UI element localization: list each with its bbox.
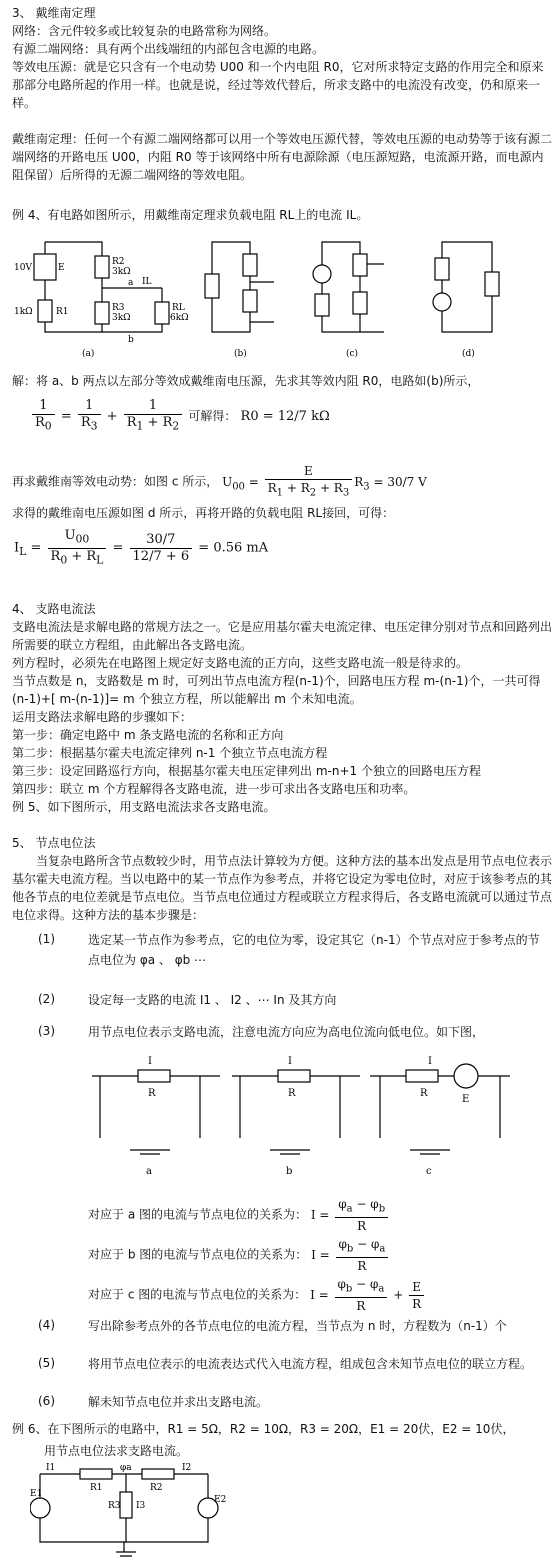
fig-a-r2: R2 <box>112 257 125 267</box>
example-6-circuit <box>30 1462 230 1558</box>
svg-text:φa: φa <box>120 1463 132 1473</box>
branch-step-4: 第四步：联立 m 个方程解得各支路电流，进一步可求出各支路电压和功率。 <box>12 782 416 796</box>
fig-a-r1: R1 <box>56 307 69 317</box>
svg-text:I3: I3 <box>136 1501 146 1511</box>
equation-r0: $\frac{1}{R_0}$ = $\frac{1}{R_3}$ + $\frac{1}{R_1 + R_2}$ 可解得： R0 = 12/7 kΩ <box>30 398 330 435</box>
step-no-4: (4) <box>38 1318 55 1332</box>
fig-label-d: (d) <box>462 349 475 359</box>
section-heading-node: 5、 节点电位法 <box>12 836 96 850</box>
step-no-1: (1) <box>38 932 55 946</box>
step-text-5: 将用节点电位表示的电流表达式代入电流方程，组成包含未知节点电位的联立方程。 <box>88 1357 533 1371</box>
node-potential-figures <box>90 1050 530 1178</box>
branch-step-2: 第二步：根据基尔霍夫电流定律列 n-1 个独立节点电流方程 <box>12 746 328 760</box>
fig-a-il: IL <box>142 277 152 287</box>
fig-a-r2-val: 3kΩ <box>112 267 131 277</box>
example-5: 例 5、如下图所示，用支路电流法求各支路电流。 <box>12 800 276 814</box>
svg-text:R: R <box>148 1088 156 1099</box>
equation-il: $I_L$ = $\frac{U_{00}}{R_0 + R_L}$ = $\frac{30/7}{12/7 + 6}$ = 0.56 mA <box>14 528 269 567</box>
fig-label-b: (b) <box>234 349 247 359</box>
solution-step-1: 解：将 a、b 两点以左部分等效成戴维南电压源，先求其等效内阻 R0，电路如(b)所示， <box>12 374 480 388</box>
solution-step-3: 求得的戴维南电压源如图 d 所示，再将开路的负载电阻 RL接回，可得： <box>12 506 395 520</box>
fig-a-node-b: b <box>128 335 134 345</box>
svg-text:I2: I2 <box>182 1463 192 1473</box>
step-text-1: 选定某一节点作为参考点，它的电位为零，设定其它（n-1）个节点对应于参考点的节点电位为 φa 、 φb ⋯ <box>88 933 540 967</box>
svg-text:R1: R1 <box>90 1483 103 1493</box>
svg-text:I: I <box>428 1056 432 1067</box>
step-text-3: 用节点电位表示支路电流，注意电流方向应为高电位流向低电位。如下图， <box>88 1025 485 1039</box>
example-6-task: 用节点电位法求支路电流。 <box>44 1444 189 1458</box>
u00-result: 30/7 V <box>387 474 427 489</box>
branch-step-3: 第三步：设定回路巡行方向，根据基尔霍夫电压定律列出 m-n+1 个独立的回路电压方程 <box>12 764 481 778</box>
relation-b: 对应于 b 图的电流与节点电位的关系为： I = $\frac{\varphi_b - \varphi_a}{R}$ <box>88 1236 548 1274</box>
relation-c: 对应于 c 图的电流与节点电位的关系为： I = $\frac{\varphi_b - \varphi_a}{R}$ + $\frac{E}{R}$ <box>88 1276 548 1314</box>
equivalent-source-definition: 等效电压源：就是它只含有一个电动势 U00 和一个内电阻 R0，它对所求特定支路的作用完全和原来那部分电路所起的作用一样。也就是说，经过等效代替后，所求支路中的电流没有改变，仍和原来一样。 <box>12 60 544 110</box>
solution-step-2: 再求戴维南等效电动势：如图 c 所示， $U_{00}$ = $\frac{E}{R_1 + R_2 + R_3}$ $R_3 = 30/7$ V <box>12 464 427 499</box>
step-no-3: (3) <box>38 1024 55 1038</box>
svg-text:R2: R2 <box>150 1483 163 1493</box>
branch-line-2: 列方程时，必须先在电路图上规定好支路电流的正方向，这些支路电流一般是待求的。 <box>12 656 469 670</box>
branch-step-1: 第一步：确定电路中 m 条支路电流的名称和正方向 <box>12 728 284 742</box>
svg-text:E1: E1 <box>30 1489 43 1499</box>
fig-a-r3: R3 <box>112 303 125 313</box>
svg-text:E: E <box>462 1094 470 1105</box>
thevenin-figures <box>12 232 552 362</box>
svg-text:I: I <box>288 1056 292 1067</box>
step-text-4: 写出除参考点外的各节点电位的电流方程，当节点为 n 时，方程数为（n-1）个 <box>88 1319 507 1333</box>
step-no-6: (6) <box>38 1394 55 1408</box>
svg-text:I: I <box>148 1056 152 1067</box>
svg-text:R3: R3 <box>108 1501 121 1511</box>
fig-a-emf: 10V <box>14 263 32 273</box>
two-port-definition: 有源二端网络：具有两个出线端纽的内部包含电源的电路。 <box>12 42 325 56</box>
fig-label-c: (c) <box>346 349 359 359</box>
section-heading-thevenin: 3、 戴维南定理 <box>12 6 96 20</box>
node-fig-label-b: b <box>286 1166 293 1177</box>
node-fig-label-c: c <box>426 1166 432 1177</box>
r0-result: R0 = 12/7 kΩ <box>240 408 330 424</box>
node-fig-label-a: a <box>146 1166 152 1177</box>
fig-a-rleft: 1kΩ <box>14 307 33 317</box>
fig-label-a: (a) <box>82 349 95 359</box>
fig-a-rl: RL <box>172 303 185 313</box>
fig-a-rl-val: 6kΩ <box>170 313 189 323</box>
example-4: 例 4、有电路如图所示，用戴维南定理求负载电阻 RL上的电流 IL。 <box>12 208 369 222</box>
step-no-2: (2) <box>38 992 55 1006</box>
step-text-6: 解未知节点电位并求出支路电流。 <box>88 1395 269 1409</box>
fig-a-e: E <box>58 263 65 273</box>
example-6: 例 6、在下图所示的电路中，R1 = 5Ω，R2 = 10Ω，R3 = 20Ω，E1 = 20伏，E2 = 10伏， <box>12 1422 515 1436</box>
step-text-2: 设定每一支路的电流 I1 、 I2 、⋯ In 及其方向 <box>88 993 337 1007</box>
svg-text:R: R <box>288 1088 296 1099</box>
branch-line-1: 支路电流法是求解电路的常规方法之一。它是应用基尔霍夫电流定律、电压定律分别对节点和回路列出所需要的联立方程组，由此解出各支路电流。 <box>12 620 553 652</box>
il-result: = 0.56 mA <box>198 540 269 556</box>
fig-a-node-a: a <box>128 278 134 288</box>
section-heading-branch: 4、 支路电流法 <box>12 602 96 616</box>
branch-line-4: 运用支路法求解电路的步骤如下： <box>12 710 193 724</box>
network-definition: 网络：含元件较多或比较复杂的电路常称为网络。 <box>12 24 277 38</box>
step-no-5: (5) <box>38 1356 55 1370</box>
svg-text:I1: I1 <box>46 1463 56 1473</box>
thevenin-theorem: 戴维南定理：任何一个有源二端网络都可以用一个等效电压源代替，等效电压源的电动势等于该有源二端网络的开路电压 U00，内阻 R0 等于该网络中所有电源除源（电压源短路，电流源开路，而电源内阻保留）后所得的无源二端网络的等效电阻。 <box>12 132 553 182</box>
svg-text:E2: E2 <box>214 1495 227 1505</box>
svg-text:R: R <box>420 1088 428 1099</box>
branch-line-3: 当节点数是 n，支路数是 m 时，可列出节点电流方程(n-1)个，回路电压方程 m-(n-1)个，一共可得(n-1)+[ m-(n-1)]= m 个独立方程，所以能解出 m 个未知电流。 <box>12 674 541 706</box>
node-intro: 当复杂电路所含节点数较少时，用节点法计算较为方便。这种方法的基本出发点是用节点电位表示基尔霍夫电流方程。当以电路中的某一节点作为参考点，并将它设定为零电位时，对应于该参考点的其他各节点的电位差就是节点电位。当节点电位通过方程或联立方程求得后，各支路电流就可以通过节点电位求得。这种方法的基本步骤是： <box>12 854 553 922</box>
fig-a-r1-val: 3kΩ <box>112 313 131 323</box>
relation-a: 对应于 a 图的电流与节点电位的关系为： I = $\frac{\varphi_a - \varphi_b}{R}$ <box>88 1196 548 1234</box>
